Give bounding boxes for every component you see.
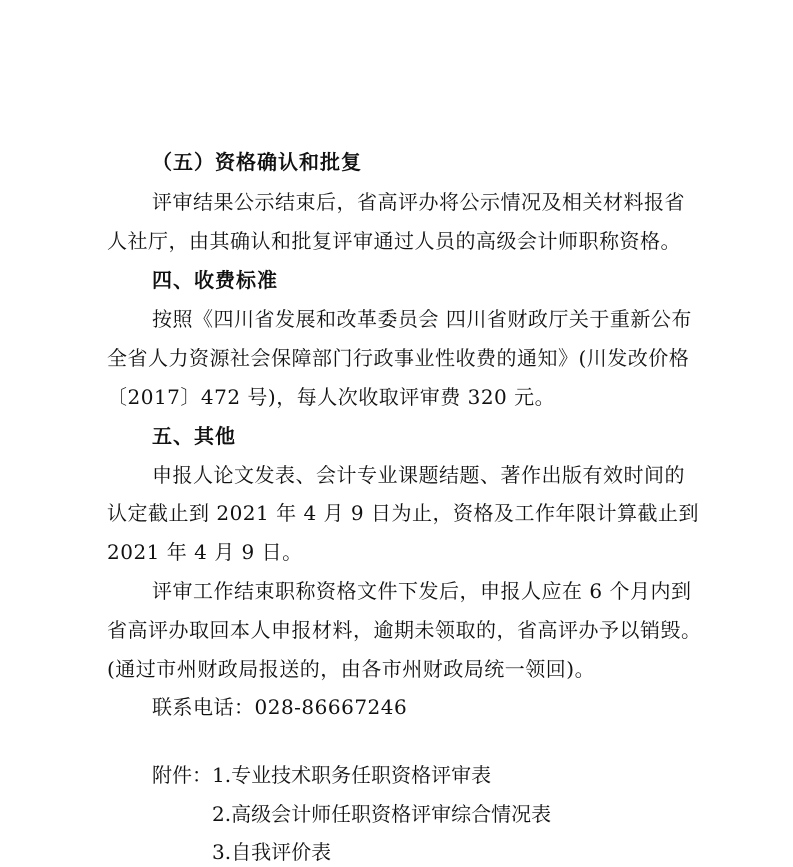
paragraph-line: 人社厅，由其确认和批复评审通过人员的高级会计师职称资格。 (107, 229, 681, 253)
contact-phone: 联系电话：028-86667246 (152, 695, 408, 719)
paragraph-line: (通过市州财政局报送的，由各市州财政局统一领回)。 (107, 657, 596, 681)
attachment-item: 3.自我评价表 (212, 840, 332, 864)
attachment-item: 1.专业技术职务任职资格评审表 (212, 763, 492, 787)
paragraph-line: 评审工作结束职称资格文件下发后，申报人应在 6 个月内到 (152, 579, 692, 603)
attachments-label: 附件： (152, 763, 212, 787)
paragraph-line: 认定截止到 2021 年 4 月 9 日为止，资格及工作年限计算截止到 (107, 501, 699, 525)
paragraph-line: 申报人论文发表、会计专业课题结题、著作出版有效时间的 (152, 463, 685, 487)
paragraph-line: 〔2017〕472 号)，每人次收取评审费 320 元。 (107, 385, 556, 409)
paragraph-line: 全省人力资源社会保障部门行政事业性收费的通知》(川发改价格 (107, 346, 690, 370)
section-5-heading: 五、其他 (152, 424, 236, 448)
attachment-item: 2.高级会计师任职资格评审综合情况表 (212, 802, 552, 826)
paragraph-line: 省高评办取回本人申报材料，逾期未领取的，省高评办予以销毁。 (107, 618, 702, 642)
paragraph-line: 2021 年 4 月 9 日。 (107, 540, 303, 564)
paragraph-line: 评审结果公示结束后，省高评办将公示情况及相关材料报省 (152, 190, 685, 214)
paragraph-line: 按照《四川省发展和改革委员会 四川省财政厅关于重新公布 (152, 307, 692, 331)
section-4-heading: 四、收费标准 (152, 268, 278, 292)
section-5-subheading: （五）资格确认和批复 (152, 150, 362, 174)
